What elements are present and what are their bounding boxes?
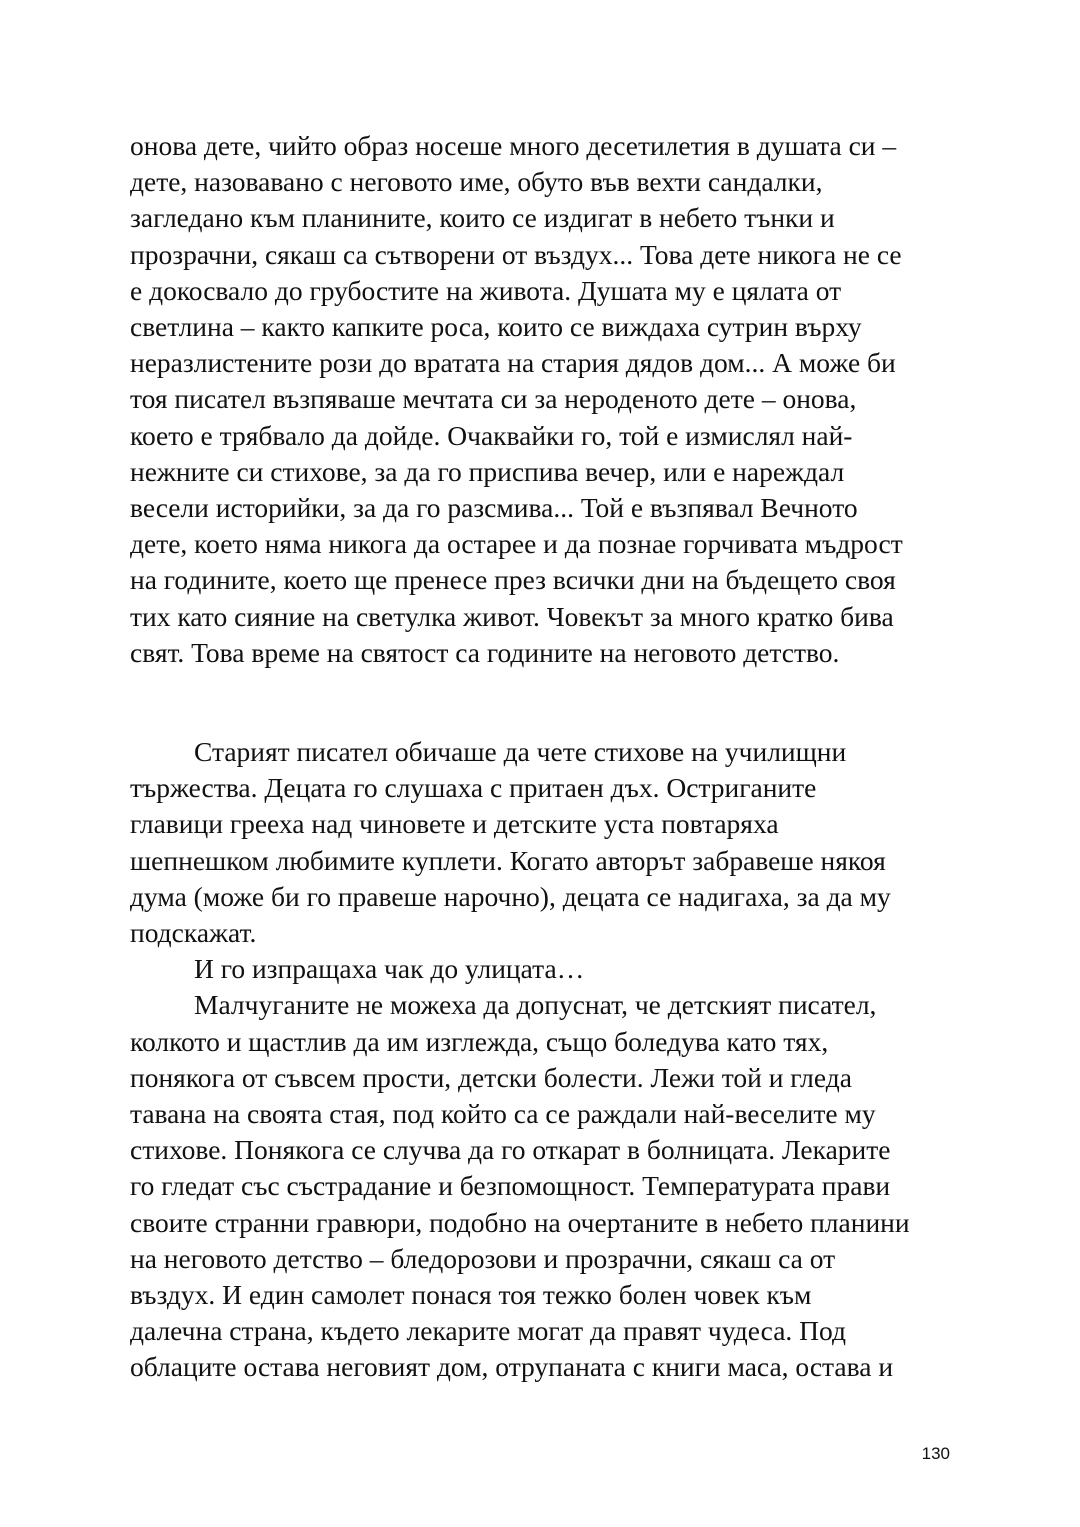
text-line: Старият писател обичаше да чете стихове на училищни <box>194 736 847 767</box>
text-line: шепнешком любимите куплети. Когато авторът забравеше някоя <box>130 844 886 876</box>
text-line: И го изпращаха чак до улицата… <box>194 953 585 985</box>
text-line: облаците остава неговият дом, отрупаната с книги маса, остава и <box>130 1351 894 1383</box>
text-line: на годините, което ще пренесе през всички дни на бъдещето своя <box>130 564 896 596</box>
text-line: тавана на своята стая, под който са се раждали най-веселите му <box>130 1098 876 1130</box>
text-line: светлина – както капките роса, които се виждаха сутрин върху <box>130 311 862 343</box>
text-line: понякога от съвсем прости, детски болести. Лежи той и гледа <box>130 1061 852 1093</box>
text-line: дете, назовавано с неговото име, обуто във вехти сандалки, <box>130 166 823 198</box>
text-line: стихове. Понякога се случва да го откарат в болницата. Лекарите <box>130 1134 891 1166</box>
text-line: колкото и щастлив да им изглежда, също боледува като тях, <box>130 1025 829 1057</box>
paragraph <box>130 734 960 951</box>
text-line: нежните си стихове, за да го приспива вечер, или е нареждал <box>130 455 845 487</box>
text-line: загледано към планините, които се издигат в небето тънки и <box>130 202 835 234</box>
text-line: весели историйки, за да го разсмива... Той е възпявал Вечното <box>130 492 858 524</box>
text-line: прозрачни, сякаш са сътворени от въздух... Това дете никога не се <box>130 238 902 270</box>
text-line: своите странни гравюри, подобно на очертаните в небето планини <box>130 1206 910 1238</box>
text-line: въздух. И един самолет понася тоя тежко болен човек към <box>130 1279 812 1311</box>
paragraph <box>130 987 960 1385</box>
paragraph-continued <box>130 128 960 671</box>
text-line: главици грееха над чиновете и детските уста повтаряха <box>130 808 779 840</box>
text-line: подскажат. <box>130 917 257 949</box>
text-line: което е трябвало да дойде. Очаквайки го, той е измислял най- <box>130 419 853 451</box>
text-line: тих като сияние на светулка живот. Човекът за много кратко бива <box>130 600 894 632</box>
page-number: 130 <box>921 1444 950 1463</box>
text-line: е докосвало до грубостите на живота. Душата му е цялата от <box>130 274 842 306</box>
text-line: Малчуганите не можеха да допуснат, че детският писател, <box>194 989 877 1021</box>
text-line: на неговото детство – бледорозови и прозрачни, сякаш са от <box>130 1242 836 1274</box>
text-line: неразлистените рози до вратата на стария дядов дом... А може би <box>130 347 896 379</box>
text-line: далечна страна, където лекарите могат да правят чудеса. Под <box>130 1315 846 1347</box>
text-line: тоя писател възпяваше мечтата си за нероденото дете – онова, <box>130 383 857 415</box>
text-line: свят. Това време на святост са годините на неговото детство. <box>130 636 840 668</box>
text-line: дума (може би го правеше нарочно), децата се надигаха, за да му <box>130 880 891 912</box>
text-line: дете, което няма никога да остарее и да познае горчивата мъдрост <box>130 528 903 560</box>
text-line: го гледат със състрадание и безпомощност. Температурата прави <box>130 1170 891 1202</box>
text-line: тържества. Децата го слушаха с притаен дъх. Остриганите <box>130 772 817 804</box>
text-line: онова дете, чийто образ носеше много десетилетия в душата си – <box>130 130 897 161</box>
section-body <box>130 734 960 1386</box>
paragraph <box>130 951 960 987</box>
